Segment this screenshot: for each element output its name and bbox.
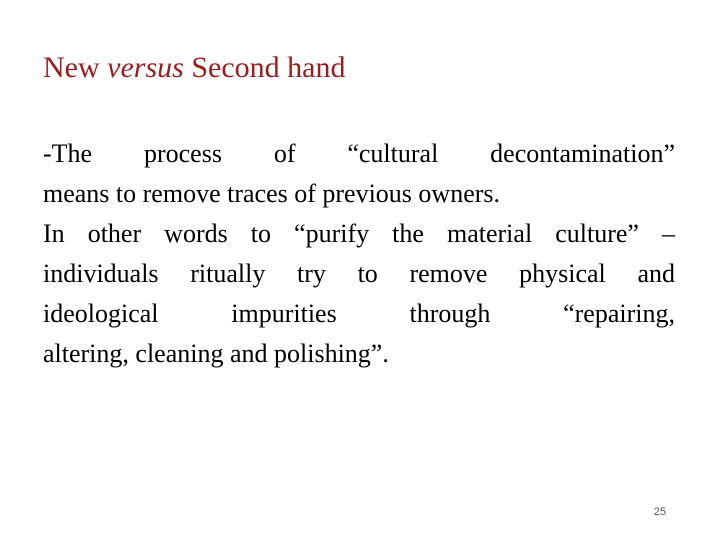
body-line: altering, cleaning and polishing”. [43,339,389,368]
body-line: individuals ritually try to remove physical and [43,259,675,288]
body-line: ideological impurities through “repairing, [43,299,675,328]
paragraph-purify [43,214,675,374]
title-part-new: New [43,51,108,84]
title-part-versus: versus [107,51,184,84]
body-line: -The process of “cultural decontamination” [43,139,675,168]
title-part-second-hand: Second hand [183,51,346,84]
slide-title [43,48,345,88]
page-number: 25 [653,506,667,518]
body-line: In other words to “purify the material culture” – [43,219,675,248]
slide-body [43,134,675,374]
body-line: means to remove traces of previous owners. [43,179,501,208]
paragraph-decontamination [43,134,675,214]
